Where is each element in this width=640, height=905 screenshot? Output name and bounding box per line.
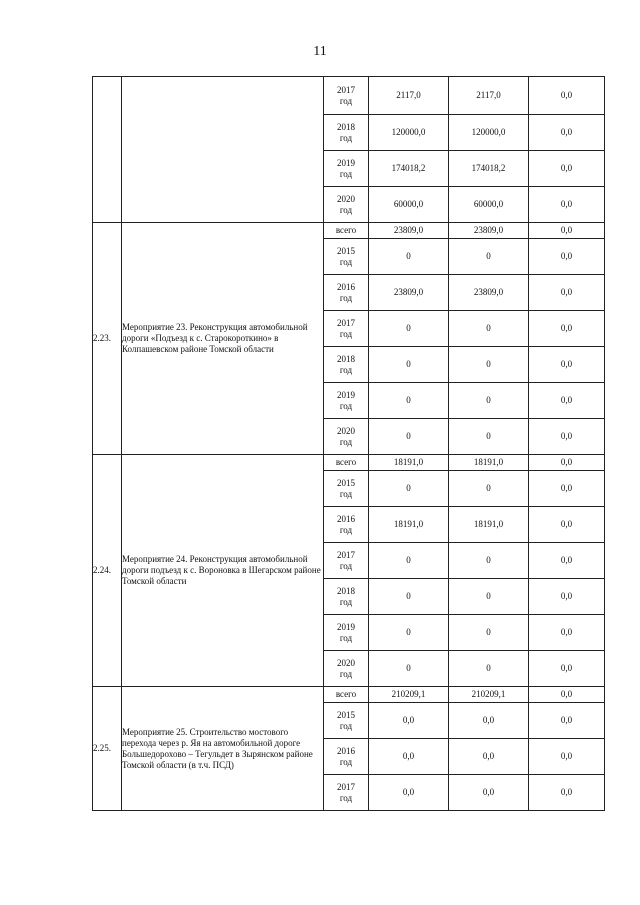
regional-cell: 0 <box>449 651 529 687</box>
federal-cell: 0,0 <box>529 115 605 151</box>
year-cell: 2017 год <box>324 775 369 811</box>
year-cell: 2016 год <box>324 275 369 311</box>
regional-cell: 23809,0 <box>449 223 529 239</box>
federal-cell: 0,0 <box>529 703 605 739</box>
federal-cell: 0,0 <box>529 739 605 775</box>
regional-cell: 120000,0 <box>449 115 529 151</box>
regional-cell: 18191,0 <box>449 455 529 471</box>
federal-cell: 0,0 <box>529 239 605 275</box>
regional-cell: 60000,0 <box>449 187 529 223</box>
year-cell: 2017 год <box>324 311 369 347</box>
year-cell: 2018 год <box>324 115 369 151</box>
year-cell: всего <box>324 455 369 471</box>
regional-cell: 0 <box>449 543 529 579</box>
year-cell: 2019 год <box>324 383 369 419</box>
year-cell: 2019 год <box>324 615 369 651</box>
year-cell: 2015 год <box>324 239 369 275</box>
page-number: 11 <box>313 44 327 59</box>
federal-cell: 0,0 <box>529 223 605 239</box>
federal-cell: 0,0 <box>529 187 605 223</box>
regional-cell: 0 <box>449 347 529 383</box>
total-cell: 23809,0 <box>369 223 449 239</box>
federal-cell: 0,0 <box>529 275 605 311</box>
measure-name-cell: Мероприятие 24. Реконструкция автомобильной дороги подъезд к с. Вороновка в Шегарском районе Томской области <box>122 455 324 687</box>
regional-cell: 2117,0 <box>449 77 529 115</box>
measure-name-cell <box>122 77 324 223</box>
total-cell: 0 <box>369 419 449 455</box>
federal-cell: 0,0 <box>529 455 605 471</box>
regional-cell: 0 <box>449 471 529 507</box>
total-cell: 0,0 <box>369 775 449 811</box>
regional-cell: 0 <box>449 419 529 455</box>
year-cell: 2016 год <box>324 507 369 543</box>
total-cell: 174018,2 <box>369 151 449 187</box>
federal-cell: 0,0 <box>529 507 605 543</box>
measure-name-cell: Мероприятие 25. Строительство мостового перехода через р. Яя на автомобильной дороге Большедорохово – Тегульдет в Зырянском районе Томской области (в т.ч. ПСД) <box>122 687 324 811</box>
year-cell: 2015 год <box>324 471 369 507</box>
total-cell: 0 <box>369 543 449 579</box>
federal-cell: 0,0 <box>529 471 605 507</box>
total-cell: 60000,0 <box>369 187 449 223</box>
regional-cell: 18191,0 <box>449 507 529 543</box>
regional-cell: 23809,0 <box>449 275 529 311</box>
table-row <box>93 223 605 239</box>
regional-cell: 0 <box>449 239 529 275</box>
regional-cell: 0 <box>449 311 529 347</box>
regional-cell: 0,0 <box>449 703 529 739</box>
year-cell: 2018 год <box>324 579 369 615</box>
measure-name-cell: Мероприятие 23. Реконструкция автомобильной дороги «Подъезд к с. Старокороткино» в Колпашевском районе Томской области <box>122 223 324 455</box>
year-cell: всего <box>324 687 369 703</box>
total-cell: 0,0 <box>369 703 449 739</box>
regional-cell: 0 <box>449 383 529 419</box>
federal-cell: 0,0 <box>529 383 605 419</box>
measure-number-cell <box>93 77 122 223</box>
regional-cell: 0,0 <box>449 739 529 775</box>
year-cell: всего <box>324 223 369 239</box>
measure-number-cell: 2.23. <box>93 223 122 455</box>
total-cell: 23809,0 <box>369 275 449 311</box>
regional-cell: 0 <box>449 615 529 651</box>
federal-cell: 0,0 <box>529 579 605 615</box>
federal-cell: 0,0 <box>529 651 605 687</box>
federal-cell: 0,0 <box>529 687 605 703</box>
federal-cell: 0,0 <box>529 311 605 347</box>
table-row <box>93 77 605 115</box>
total-cell: 0 <box>369 651 449 687</box>
federal-cell: 0,0 <box>529 77 605 115</box>
total-cell: 0 <box>369 347 449 383</box>
total-cell: 0 <box>369 311 449 347</box>
year-cell: 2018 год <box>324 347 369 383</box>
regional-cell: 174018,2 <box>449 151 529 187</box>
federal-cell: 0,0 <box>529 615 605 651</box>
year-cell: 2016 год <box>324 739 369 775</box>
federal-cell: 0,0 <box>529 347 605 383</box>
budget-table <box>92 76 605 811</box>
federal-cell: 0,0 <box>529 775 605 811</box>
table-row <box>93 687 605 703</box>
federal-cell: 0,0 <box>529 543 605 579</box>
year-cell: 2020 год <box>324 187 369 223</box>
year-cell: 2019 год <box>324 151 369 187</box>
total-cell: 0 <box>369 471 449 507</box>
total-cell: 120000,0 <box>369 115 449 151</box>
federal-cell: 0,0 <box>529 419 605 455</box>
total-cell: 18191,0 <box>369 507 449 543</box>
year-cell: 2017 год <box>324 77 369 115</box>
table-row <box>93 455 605 471</box>
measure-number-cell: 2.24. <box>93 455 122 687</box>
total-cell: 210209,1 <box>369 687 449 703</box>
measure-number-cell: 2.25. <box>93 687 122 811</box>
total-cell: 0 <box>369 615 449 651</box>
year-cell: 2017 год <box>324 543 369 579</box>
total-cell: 18191,0 <box>369 455 449 471</box>
total-cell: 0 <box>369 383 449 419</box>
year-cell: 2015 год <box>324 703 369 739</box>
regional-cell: 0 <box>449 579 529 615</box>
regional-cell: 0,0 <box>449 775 529 811</box>
total-cell: 0 <box>369 239 449 275</box>
year-cell: 2020 год <box>324 419 369 455</box>
total-cell: 0 <box>369 579 449 615</box>
total-cell: 2117,0 <box>369 77 449 115</box>
total-cell: 0,0 <box>369 739 449 775</box>
federal-cell: 0,0 <box>529 151 605 187</box>
year-cell: 2020 год <box>324 651 369 687</box>
regional-cell: 210209,1 <box>449 687 529 703</box>
